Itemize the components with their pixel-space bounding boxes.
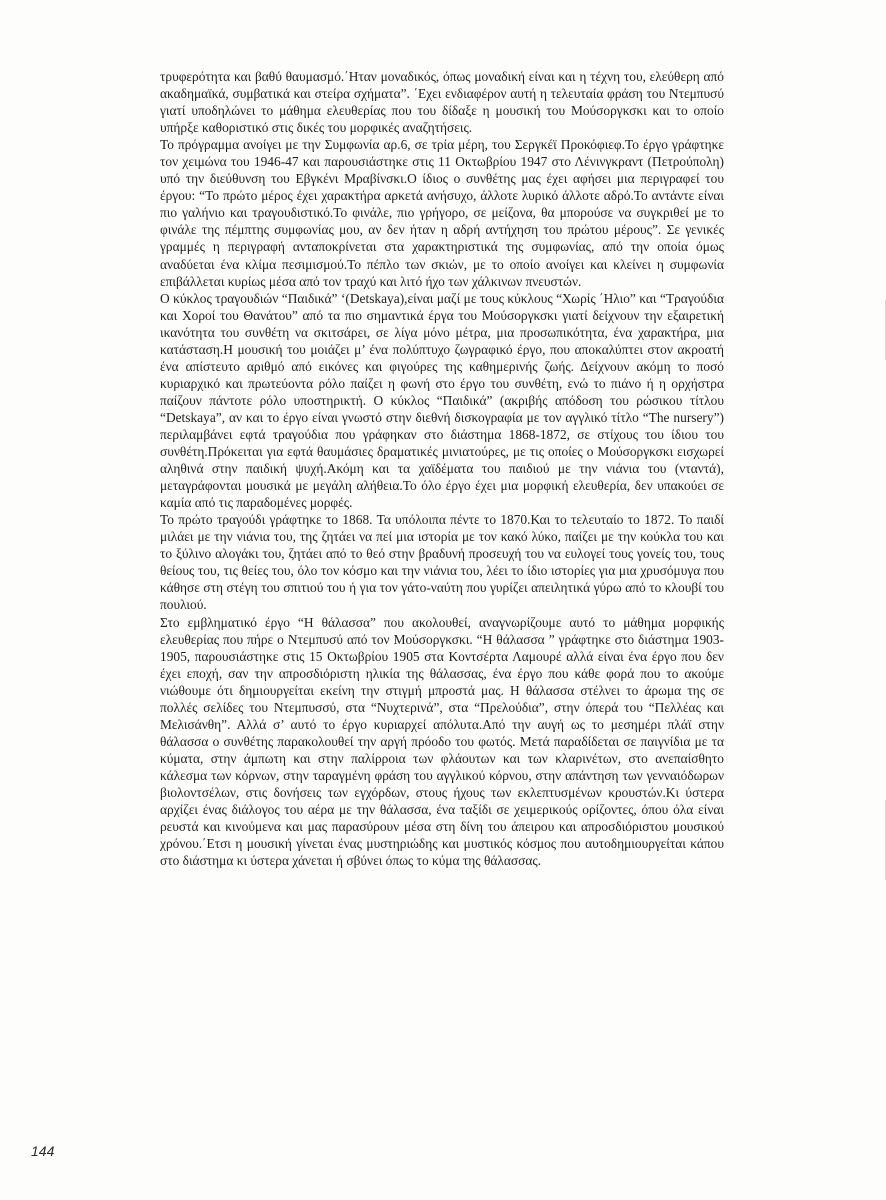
body-text-column <box>160 68 724 869</box>
paragraph-nursery-cycle: Ο κύκλος τραγουδιών “Παιδικά” ‘(Detskaya),είναι μαζί με τους κύκλους “Χωρίς ΄Ηλιο” και “Τραγούδια και Χοροί του Θανάτου” από τα πιο σημαντικά έργα του Μούσοργκσκι γιατί δείχνουν την εξαιρετική ικανότητα του συνθέτη να σκιτσάρει, σε λίγα μόνο μέτρα, μια προσωπικότητα, ένα χαρακτήρα, μια κατάσταση.Η μουσική του μοιάζει μ’ ένα πολύπτυχο ζωγραφικό έργο, που αποκαλύπτει στον ακροατή ένα απίστευτο αριθμό από εικόνες και φιγούρες της καθημερινής ζωής. Δείχνουν ακόμη το ποσό κυριαρχικό και πρωτεύοντα ρόλο παίζει η φωνή στο έργο του συνθέτη, ενώ το πιάνο ή η ορχήστρα παίζουν πάντοτε ρόλο υποστηρικτή. Ο κύκλος “Παιδικά” (ακριβής απόδοση του ρώσικου τίτλου “Detskaya”, αν και το έργο είναι γνωστό στην διεθνή δισκογραφία με τον αγγλικό τίτλο “The nursery”) περιλαμβάνει εφτά τραγούδια που γράφηκαν στο διάστημα 1868-1872, σε στίχους του ίδιου του συνθέτη.Πρόκειται για εφτά θαυμάσιες δραματικές μινιατούρες, με τις οποίες ο Μούσοργκσκι εισχωρεί αληθινά στην παιδική ψυχή.Ακόμη και τα χαϊδέματα του παιδιού με την νιάνια του (νταντά), μεταγράφονται μουσικά με μεγάλη αλήθεια.Το όλο έργο έχει μια μορφική ελευθερία, δεν υπακούει σε καμία από τις παραδομένες μορφές. <box>160 290 724 511</box>
page-number: 144 <box>31 1143 55 1159</box>
paragraph-debussy-quote: τρυφερότητα και βαθύ θαυμασμό.΄Ηταν μοναδικός, όπως μοναδική είναι και η τέχνη του, ελεύθερη από ακαδημαϊκά, συμβατικά και στείρα σχήματα”. ΄Εχει ενδιαφέρον αυτή η τελευταία φράση του Ντεμπυσύ γιατί υποδηλώνει το μάθημα ελευθερίας που του δίδαξε η μουσική του Μούσοργκσκι και το οποίο υπήρξε καθοριστικό στις δικές του μορφικές αναζητήσεις. <box>160 69 724 136</box>
paragraph-la-mer: Στο εμβληματικό έργο “Η θάλασσα” που ακολουθεί, αναγνωρίζουμε αυτό το μάθημα μορφικής ελευθερίας που πήρε ο Ντεμπυσύ από τον Μούσοργκσκι. “Η θάλασσα ” γράφτηκε στο διάστημα 1903-1905, παρουσιάστηκε στις 15 Οκτωβρίου 1905 στα Κοντσέρτα Λαμουρέ αλλά είναι ένα έργο που δεν έχει εποχή, σαν την απροσδιόριστη ηλικία της θάλασσας, ένα έργο που κάθε φορά που το ακούμε νιώθουμε ότι δημιουργείται εκείνη την στιγμή μπροστά μας. Η θάλασσα στέλνει το άρωμα της σε πολλές σελίδες του Ντεμπυσσύ, στα “Νυχτερινά”, στα “Πρελούδια”, στην όπερά του “Πελλέας και Μελισάνθη”. Αλλά σ’ αυτό το έργο κυριαρχεί απόλυτα.Από την αυγή ως το μεσημέρι πλάϊ στην θάλασσα ο συνθέτης παρακολουθεί την αργή πρόοδο του φωτός. Μετά παραδίδεται σε παιγνίδια με τα κύματα, στην άμπωτη και στην παλίρροια των φλάουτων και των κλαρινέτων, στο ανεπαίσθητο κάλεσμα των κόρνων, στην ταραγμένη φράση του αγγλικού κόρνου, στην απάντηση των γενναιόδωρων βιολοντσέλων, στις δονήσεις των εγχόρδων, στους ήχους των εκλεπτυσμένων κρουστών.Κι ύστερα αρχίζει ένας διάλογος του αέρα με την θάλασσα, ένα ταξίδι σε χειμερικούς ορίζοντες, όπου όλα είναι ρευστά και κινούμενα και μας παρασύρουν μέσα στη δίνη του άπειρου και απροσδιόριστου μουσικού χρόνου.΄Ετσι η μουσική γίνεται ένας μυστηριώδης και μυστικός κόσμος που αυτοδημιουργείται κάπου στο διάστημα κι ύστερα χάνεται ή σβύνει όπως το κύμα της θάλασσας. <box>160 614 724 869</box>
paragraph-nursery-songs: Το πρώτο τραγούδι γράφτηκε το 1868. Τα υπόλοιπα πέντε το 1870.Και το τελευταίο το 1872. Το παιδί μιλάει με την νιάνια του, της ζητάει να πεί μια ιστορία με τον κακό λύκο, παίζει με την κούκλα του και το ξύλινο αλογάκι του, ζητάει από το θεό στην βραδυνή προσευχή του να ευλογεί τους γονείς του, τους θείους του, τις θείες του, όλο τον κόσμο και την νιάνια του, λέει το ίδιο ιστορίες για μια χρυσόμυγα που κάθησε στη στέγη του σπιτιού του ή για τον γάτο-ναύτη που γυρίζει απειλητικά γύρω από το κλουβί του πουλιού. <box>160 512 724 613</box>
paragraph-prokofiev-symphony: Το πρόγραμμα ανοίγει με την Συμφωνία αρ.6, σε τρία μέρη, του Σεργκέϊ Προκόφιεφ.Το έργο γράφτηκε τον χειμώνα του 1946-47 και παρουσιάστηκε στις 11 Οκτωβρίου 1947 στο Λένινγκραντ (Πετρούπολη) υπό την διεύθυνση του Εβγκένι Μραβίνσκι.Ο ίδιος ο συνθέτης μας έχει αφήσει μια περιγραφεί του έργου: “Το πρώτο μέρος έχει χαρακτήρα αρκετά ανήσυχο, άλλοτε λυρικό άλλοτε αδρό.Το αντάντε είναι πιο γαλήνιο και τραγουδιστικό.Το φινάλε, πιο γρήγορο, σε μείζονα, θα μπορούσε να συγκριθεί με το φινάλε της πέμπτης συμφωνίας μου, αν δεν ήταν η αδρή αντήχηση του πρώτου μέρους”. Σε γενικές γραμμές η περιγραφή ανταποκρίνεται στα χαρακτηριστικά της συμφωνίας, από την οποία όμως αναδύεται ένα κλίμα πεσιμισμού.Το πέπλο των σκιών, με το οποίο ανοίγει και κλείνει η συμφωνία επιβάλλεται κυρίως μέσα από τον τραχύ και λιτό ήχο των χάλκινων πνευστών. <box>160 137 724 289</box>
